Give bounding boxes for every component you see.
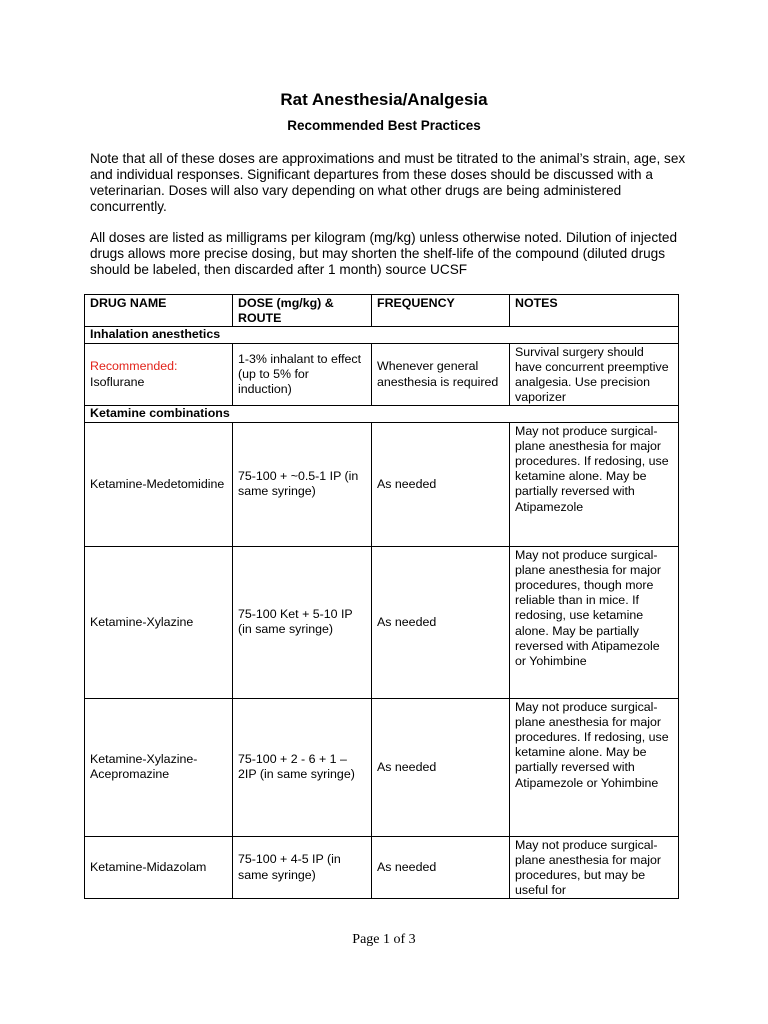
table-header-row	[85, 295, 679, 327]
intro-paragraph: Note that all of these doses are approximations and must be titrated to the animal’s strain, age, sex and individual responses. Significant departures from these doses should be discussed with a veterinarian. Doses will also vary depending on what other drugs are being administered concurrently.	[90, 151, 686, 214]
document-title: Rat Anesthesia/Analgesia	[280, 90, 488, 109]
section-label: Inhalation anesthetics	[85, 327, 679, 343]
table-row	[85, 546, 679, 698]
dosage-table	[84, 294, 679, 899]
dose-cell: 75-100 + 4-5 IP (in same syringe)	[233, 836, 372, 899]
drug-cell	[85, 343, 233, 406]
dose-cell: 75-100 + ~0.5-1 IP (in same syringe)	[233, 422, 372, 546]
drug-cell: Ketamine-Xylazine	[85, 546, 233, 698]
header-notes: NOTES	[510, 295, 679, 327]
table-row	[85, 343, 679, 406]
dose-cell: 1-3% inhalant to effect (up to 5% for induction)	[233, 343, 372, 406]
table-row	[85, 422, 679, 546]
dosing-paragraph: All doses are listed as milligrams per kilogram (mg/kg) unless otherwise noted. Dilution of injected drugs allows more precise dosing, but may shorten the shelf-life of the compound (diluted drugs should be labeled, then discarded after 1 month) source UCSF	[90, 230, 678, 277]
frequency-cell: Whenever general anesthesia is required	[372, 343, 510, 406]
section-row-inhalation	[85, 327, 679, 343]
table-row	[85, 698, 679, 836]
drug-cell: Ketamine-Midazolam	[85, 836, 233, 899]
notes-cell: May not produce surgical-plane anesthesia for major procedures. If redosing, use ketamine alone. May be partially reversed with Atipamezole or Yohimbine	[510, 698, 679, 836]
header-dose-route: DOSE (mg/kg) & ROUTE	[233, 295, 372, 327]
header-frequency: FREQUENCY	[372, 295, 510, 327]
frequency-cell: As needed	[372, 698, 510, 836]
notes-cell: May not produce surgical-plane anesthesia for major procedures, but may be useful for	[510, 836, 679, 899]
frequency-cell: As needed	[372, 422, 510, 546]
section-row-ketamine	[85, 406, 679, 422]
section-label: Ketamine combinations	[85, 406, 679, 422]
frequency-cell: As needed	[372, 836, 510, 899]
notes-cell: May not produce surgical-plane anesthesia for major procedures. If redosing, use ketamine alone. May be partially reversed with Atipamezole	[510, 422, 679, 546]
frequency-cell: As needed	[372, 546, 510, 698]
notes-cell: Survival surgery should have concurrent preemptive analgesia. Use precision vaporizer	[510, 343, 679, 406]
drug-cell: Ketamine-Medetomidine	[85, 422, 233, 546]
header-drug-name: DRUG NAME	[85, 295, 233, 327]
dose-cell: 75-100 + 2 - 6 + 1 – 2IP (in same syringe)	[233, 698, 372, 836]
page-number: Page 1 of 3	[352, 932, 416, 947]
recommended-label: Recommended:	[90, 359, 178, 374]
document-subtitle: Recommended Best Practices	[287, 118, 481, 133]
dose-cell: 75-100 Ket + 5-10 IP (in same syringe)	[233, 546, 372, 698]
table-row	[85, 836, 679, 899]
notes-cell: May not produce surgical-plane anesthesia for major procedures, though more reliable than in mice. If redosing, use ketamine alone. May be partially reversed with Atipamezole or Yohimbine	[510, 546, 679, 698]
drug-name: Isoflurane	[90, 374, 145, 389]
drug-cell: Ketamine-Xylazine-Acepromazine	[85, 698, 233, 836]
